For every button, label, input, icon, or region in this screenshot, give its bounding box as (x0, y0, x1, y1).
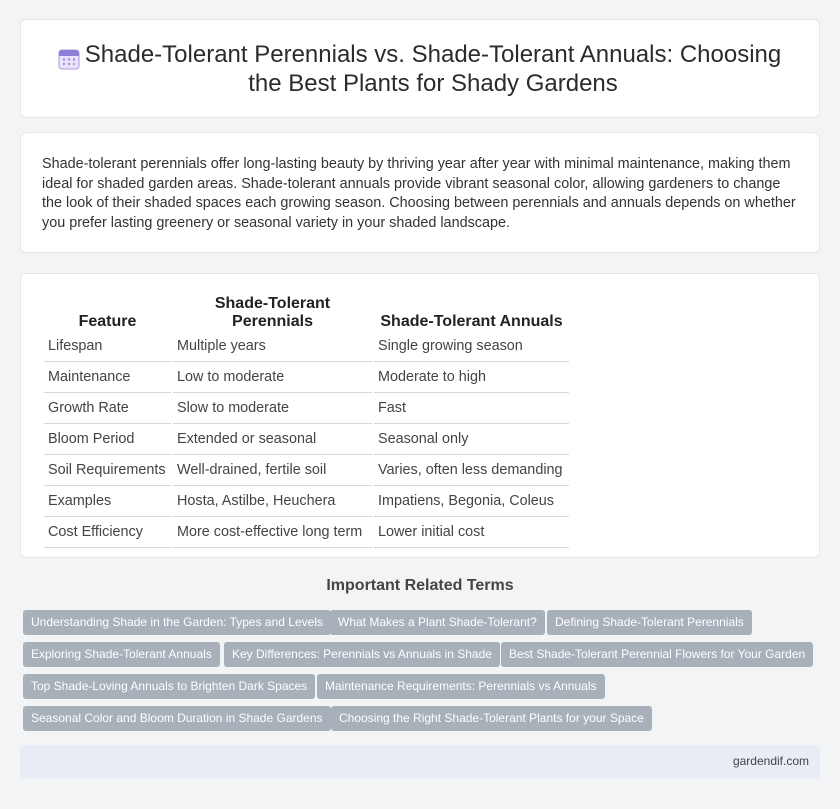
footer-site-link[interactable]: gardendif.com (732, 754, 809, 768)
table-cell: Slow to moderate (173, 393, 372, 424)
intro-paragraph: Shade-tolerant perennials offer long-lasting beauty by thriving year after year with minimal maintenance, making them ideal for shaded garden areas. Shade-tolerant annuals provide vibrant seasonal color, allowing gardeners to change the look of their shaded spaces each growing season. Choosing between perennials and annuals depends on whether you prefer lasting greenery or seasonal variety in your shaded landscape. (42, 156, 796, 231)
table-header-cell: Feature (78, 313, 137, 330)
table-cell: Impatiens, Begonia, Coleus (374, 486, 569, 517)
table-cell: Fast (374, 393, 569, 424)
table-header-cell: Shade-Tolerant Perennials (214, 295, 331, 330)
comparison-table (42, 295, 571, 548)
related-term-tag[interactable]: Exploring Shade-Tolerant Annuals (23, 642, 220, 667)
table-cell: Hosta, Astilbe, Heuchera (173, 486, 372, 517)
table-cell: Bloom Period (44, 424, 171, 455)
related-term-tag[interactable]: Seasonal Color and Bloom Duration in Shade Gardens (23, 706, 331, 731)
related-term-tag[interactable]: What Makes a Plant Shade-Tolerant? (330, 610, 545, 635)
table-cell: Low to moderate (173, 362, 372, 393)
table-row (44, 517, 569, 548)
table-header-row (44, 295, 569, 331)
table-cell: Maintenance (44, 362, 171, 393)
table-cell: Multiple years (173, 331, 372, 362)
table-cell: Cost Efficiency (44, 517, 171, 548)
related-terms-heading: Important Related Terms (326, 577, 514, 594)
table-row (44, 393, 569, 424)
intro-card (20, 132, 820, 253)
table-cell: Moderate to high (374, 362, 569, 393)
table-row (44, 362, 569, 393)
table-row (44, 331, 569, 362)
related-term-tag[interactable]: Choosing the Right Shade-Tolerant Plants for your Space (331, 706, 652, 731)
table-cell: Lifespan (44, 331, 171, 362)
footer (20, 745, 820, 778)
table-cell: Examples (44, 486, 171, 517)
table-cell: Single growing season (374, 331, 569, 362)
table-cell: Extended or seasonal (173, 424, 372, 455)
table-cell: Well-drained, fertile soil (173, 455, 372, 486)
table-cell: More cost-effective long term (173, 517, 372, 548)
related-term-tag[interactable]: Maintenance Requirements: Perennials vs Annuals (317, 674, 605, 699)
table-row (44, 455, 569, 486)
table-row (44, 486, 569, 517)
related-term-tag[interactable]: Key Differences: Perennials vs Annuals in Shade (224, 642, 500, 667)
table-row (44, 424, 569, 455)
table-cell: Varies, often less demanding (374, 455, 569, 486)
table-header-cell: Shade-Tolerant Annuals (380, 313, 563, 330)
related-term-tag[interactable]: Defining Shade-Tolerant Perennials (547, 610, 752, 635)
title-card (20, 19, 820, 118)
related-term-tag[interactable]: Top Shade-Loving Annuals to Brighten Dark Spaces (23, 674, 315, 699)
related-term-tag[interactable]: Understanding Shade in the Garden: Types and Levels (23, 610, 331, 635)
comparison-card (20, 273, 820, 558)
table-cell: Growth Rate (44, 393, 171, 424)
related-term-tag[interactable]: Best Shade-Tolerant Perennial Flowers for Your Garden (501, 642, 813, 667)
table-cell: Seasonal only (374, 424, 569, 455)
table-cell: Lower initial cost (374, 517, 569, 548)
table-cell: Soil Requirements (44, 455, 171, 486)
page-title: Shade-Tolerant Perennials vs. Shade-Tolerant Annuals: Choosing the Best Plants for Shady Gardens (84, 40, 782, 97)
